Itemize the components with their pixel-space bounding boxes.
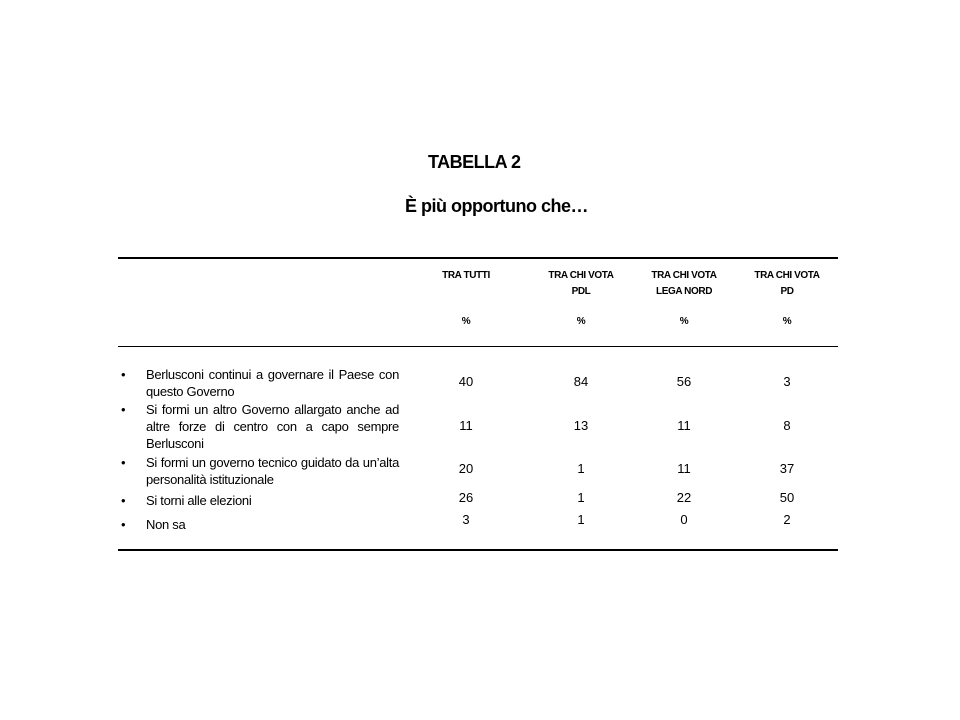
column-unit: %	[679, 316, 689, 327]
bullet-icon: •	[121, 493, 126, 508]
table-title: TABELLA 2	[428, 152, 521, 172]
table-cell: 13	[573, 418, 589, 433]
table-cell: 11	[677, 461, 691, 476]
table-cell: 26	[458, 490, 474, 505]
column-header-line1: TRA CHI VOTA	[548, 270, 614, 281]
column-unit: %	[576, 316, 586, 327]
row-label: Si torni alle elezioni	[146, 493, 252, 508]
column-header-line2: LEGA NORD	[655, 286, 713, 297]
table-cell: 0	[680, 512, 688, 527]
top-rule	[118, 257, 838, 259]
table-cell: 8	[783, 418, 791, 433]
table-cell: 22	[676, 490, 692, 505]
bullet-icon: •	[121, 367, 126, 382]
table-cell: 11	[459, 418, 473, 433]
column-header-line1: TRA CHI VOTA	[754, 270, 820, 281]
column-header-pd	[737, 268, 837, 300]
table-cell: 3	[783, 374, 791, 389]
column-header-pdl	[531, 268, 631, 300]
column-header-line1: TRA CHI VOTA	[651, 270, 717, 281]
table-cell: 1	[577, 461, 585, 476]
table-cell: 84	[573, 374, 589, 389]
row-label: Si formi un altro Governo allargato anche ad altre forze di centro con a capo sempre Berlusconi	[146, 402, 399, 451]
column-header-line2: PD	[780, 286, 794, 297]
table-cell: 40	[458, 374, 474, 389]
table-subtitle: È più opportuno che…	[405, 196, 588, 216]
table-cell: 1	[577, 512, 585, 527]
column-header-line2: PDL	[571, 286, 591, 297]
column-header-lega-nord	[634, 268, 734, 300]
header-rule	[118, 346, 838, 347]
column-unit: %	[461, 316, 471, 327]
table-cell: 37	[779, 461, 795, 476]
table-cell: 1	[577, 490, 585, 505]
bullet-icon: •	[121, 455, 126, 470]
column-header-line1: TRA TUTTI	[442, 270, 490, 281]
row-label: Si formi un governo tecnico guidato da un’alta personalità istituzionale	[146, 455, 399, 487]
table-cell: 11	[677, 418, 691, 433]
column-unit: %	[782, 316, 792, 327]
row-label: Berlusconi continui a governare il Paese con questo Governo	[146, 367, 399, 399]
table-cell: 20	[458, 461, 474, 476]
column-header-tra-tutti	[416, 268, 516, 284]
bullet-icon: •	[121, 517, 126, 532]
bullet-icon: •	[121, 402, 126, 417]
table-cell: 3	[462, 512, 470, 527]
table-cell: 50	[779, 490, 795, 505]
row-label: Non sa	[146, 517, 186, 532]
table-cell: 56	[676, 374, 692, 389]
table-cell: 2	[783, 512, 791, 527]
bottom-rule	[118, 549, 838, 551]
